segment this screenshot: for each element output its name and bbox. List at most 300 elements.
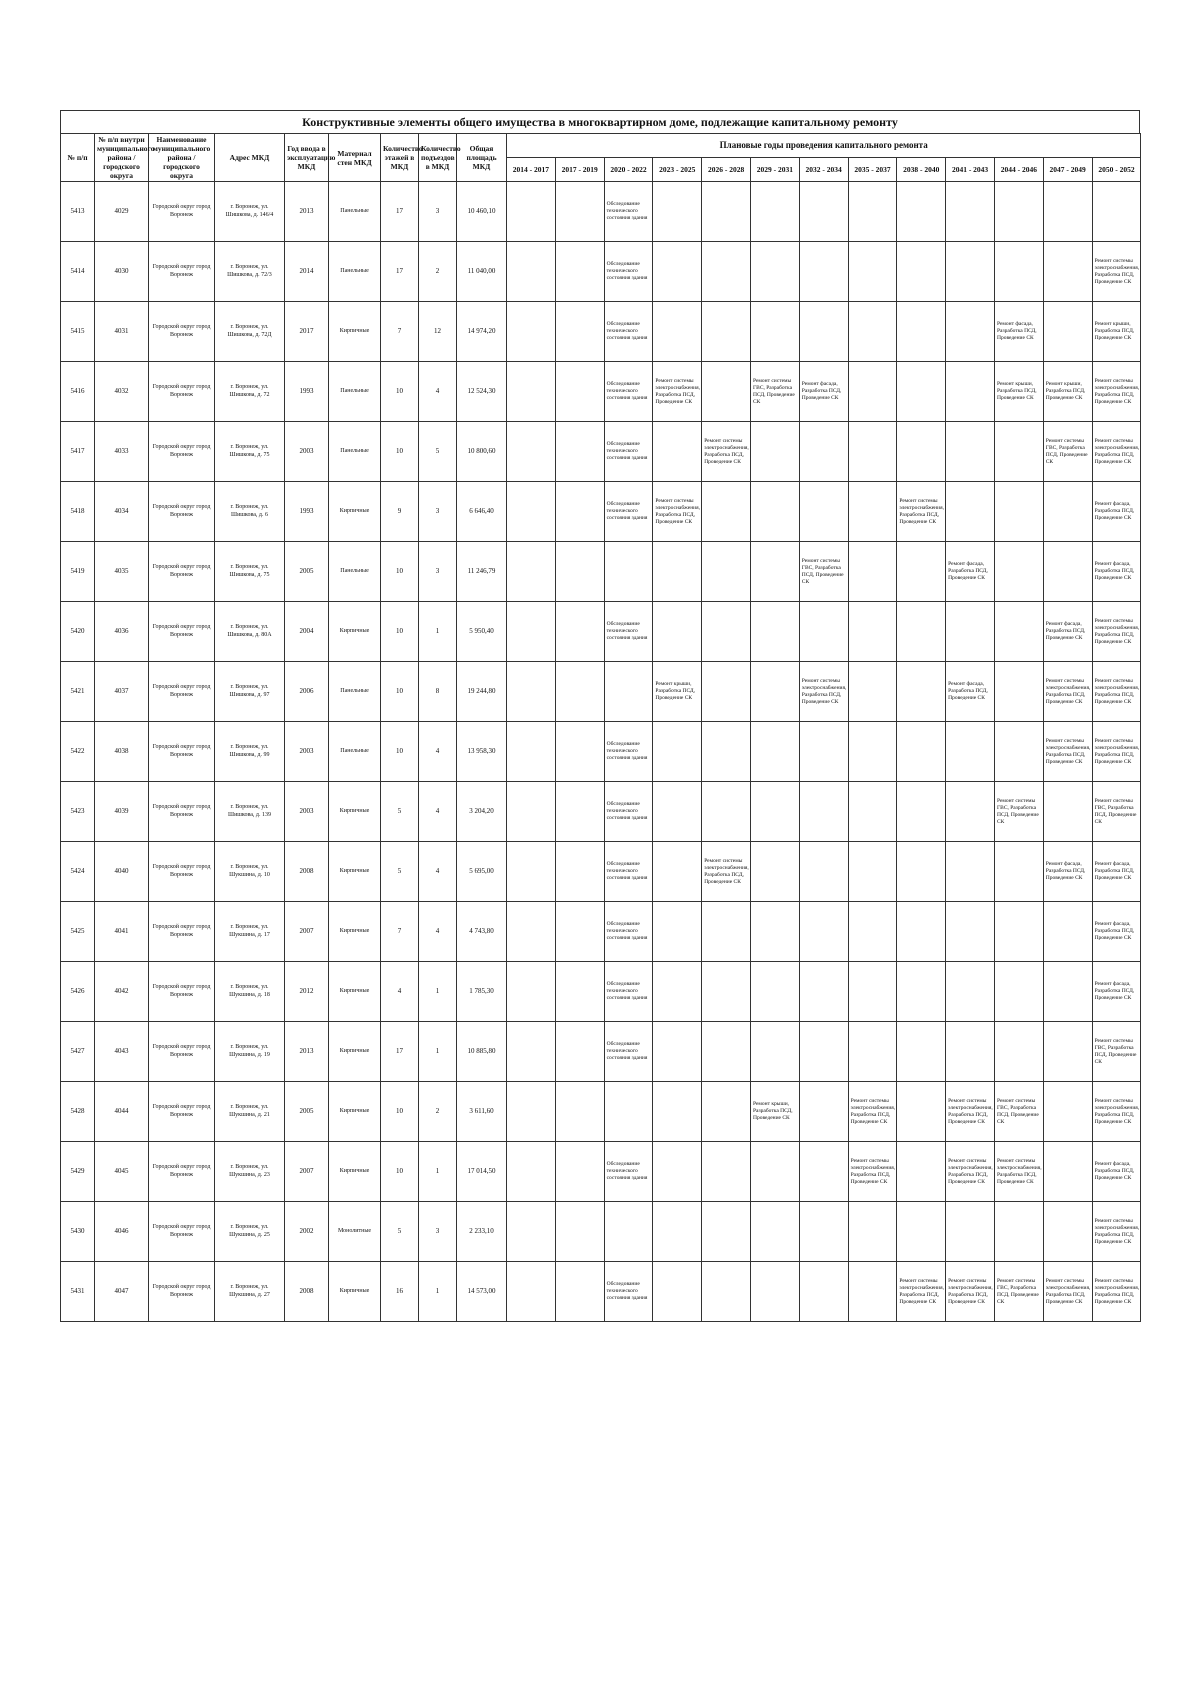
cell-year: 2008 [285,842,329,902]
cell-year: 1993 [285,482,329,542]
cell-n-dist: 4031 [95,302,149,362]
cell-year: 2008 [285,1262,329,1322]
cell-plan: Обследование технического состояния здания [604,722,653,782]
cell-floors: 10 [381,602,419,662]
cell-plan [946,602,995,662]
cell-n: 5413 [61,182,95,242]
cell-plan [897,782,946,842]
cell-entrances: 2 [419,1082,457,1142]
cell-plan: Ремонт фасада, Разработка ПСД, Проведение СК [994,302,1043,362]
cell-plan [848,902,897,962]
cell-plan [702,182,751,242]
cell-address: г. Воронеж, ул. Шукшина, д. 18 [215,962,285,1022]
col-n: № п/п [61,134,95,182]
cell-plan [702,302,751,362]
col-entrances: Количество подъездов в МКД [419,134,457,182]
table-row [61,362,1141,422]
cell-plan: Ремонт системы электроснабжения, Разработка ПСД, Проведение СК [653,482,702,542]
cell-material: Кирпичные [329,782,381,842]
cell-floors: 17 [381,182,419,242]
cell-area: 10 885,80 [457,1022,507,1082]
cell-plan [848,1262,897,1322]
cell-plan: Обследование технического состояния здания [604,1262,653,1322]
cell-plan [799,182,848,242]
cell-material: Кирпичные [329,1082,381,1142]
cell-plan [750,782,799,842]
cell-plan [555,902,604,962]
cell-plan [946,962,995,1022]
cell-plan [555,1202,604,1262]
cell-plan: Ремонт фасада, Разработка ПСД, Проведение СК [1092,842,1141,902]
cell-plan [848,362,897,422]
cell-plan [555,962,604,1022]
cell-entrances: 4 [419,902,457,962]
cell-plan [555,1262,604,1322]
cell-floors: 5 [381,1202,419,1262]
cell-entrances: 8 [419,662,457,722]
cell-plan: Ремонт системы электроснабжения, Разработка ПСД, Проведение СК [848,1082,897,1142]
cell-plan [507,1262,556,1322]
cell-plan [702,1022,751,1082]
cell-plan: Ремонт системы ГВС, Разработка ПСД, Проведение СК [1092,782,1141,842]
cell-plan [750,482,799,542]
table-row [61,662,1141,722]
cell-plan: Ремонт системы электроснабжения, Разработка ПСД, Проведение СК [897,1262,946,1322]
period-header: 2014 - 2017 [507,158,556,182]
cell-entrances: 1 [419,962,457,1022]
cell-plan [507,902,556,962]
cell-plan [897,842,946,902]
cell-material: Панельные [329,182,381,242]
cell-material: Панельные [329,722,381,782]
plan-years-header: Плановые годы проведения капитального ремонта [507,134,1141,158]
cell-plan: Ремонт системы электроснабжения, Разработка ПСД, Проведение СК [702,422,751,482]
cell-plan: Ремонт системы электроснабжения, Разработка ПСД, Проведение СК [994,1142,1043,1202]
cell-plan [702,662,751,722]
cell-plan [799,242,848,302]
cell-material: Панельные [329,362,381,422]
cell-plan: Обследование технического состояния здания [604,602,653,662]
cell-plan [555,662,604,722]
cell-n-dist: 4046 [95,1202,149,1262]
cell-area: 19 244,80 [457,662,507,722]
cell-plan: Ремонт системы ГВС, Разработка ПСД, Проведение СК [1092,1022,1141,1082]
cell-n-dist: 4042 [95,962,149,1022]
cell-plan [799,482,848,542]
cell-floors: 5 [381,842,419,902]
cell-plan [848,602,897,662]
cell-area: 5 695,00 [457,842,507,902]
table-body [61,182,1141,1322]
cell-floors: 10 [381,722,419,782]
cell-n-dist: 4029 [95,182,149,242]
cell-material: Кирпичные [329,1022,381,1082]
cell-area: 2 233,10 [457,1202,507,1262]
cell-plan [750,602,799,662]
cell-plan: Ремонт крыши, Разработка ПСД, Проведение СК [750,1082,799,1142]
cell-plan [555,1022,604,1082]
cell-plan: Ремонт системы электроснабжения, Разработка ПСД, Проведение СК [1043,662,1092,722]
cell-plan [702,242,751,302]
cell-plan: Ремонт фасада, Разработка ПСД, Проведение СК [1092,542,1141,602]
cell-year: 2003 [285,782,329,842]
period-header: 2038 - 2040 [897,158,946,182]
cell-plan: Ремонт фасада, Разработка ПСД, Проведение СК [1092,1142,1141,1202]
cell-entrances: 4 [419,842,457,902]
cell-plan: Обследование технического состояния здания [604,302,653,362]
cell-plan: Ремонт системы электроснабжения, Разработка ПСД, Проведение СК [848,1142,897,1202]
cell-municipality: Городской округ город Воронеж [149,782,215,842]
cell-n: 5418 [61,482,95,542]
cell-plan [848,422,897,482]
cell-plan: Ремонт системы ГВС, Разработка ПСД, Проведение СК [994,1262,1043,1322]
cell-plan [507,542,556,602]
document-title: Конструктивные элементы общего имущества в многоквартирном доме, подлежащие капитальному ремонту [60,110,1140,133]
cell-plan [507,962,556,1022]
cell-n-dist: 4032 [95,362,149,422]
cell-address: г. Воронеж, ул. Шишкова, д. 72Д [215,302,285,362]
cell-plan: Ремонт фасада, Разработка ПСД, Проведение СК [946,662,995,722]
cell-plan [994,722,1043,782]
cell-plan [604,662,653,722]
cell-plan: Ремонт системы электроснабжения, Разработка ПСД, Проведение СК [1092,242,1141,302]
cell-area: 1 785,30 [457,962,507,1022]
cell-municipality: Городской округ город Воронеж [149,962,215,1022]
cell-address: г. Воронеж, ул. Шукшина, д. 10 [215,842,285,902]
cell-plan: Обследование технического состояния здания [604,242,653,302]
cell-plan [507,242,556,302]
table-header [61,134,1141,182]
cell-plan: Обследование технического состояния здания [604,482,653,542]
cell-year: 2006 [285,662,329,722]
cell-plan: Ремонт системы электроснабжения, Разработка ПСД, Проведение СК [653,362,702,422]
cell-year: 1993 [285,362,329,422]
cell-n: 5430 [61,1202,95,1262]
cell-year: 2013 [285,182,329,242]
cell-n: 5426 [61,962,95,1022]
cell-material: Кирпичные [329,902,381,962]
col-address: Адрес МКД [215,134,285,182]
cell-plan [702,962,751,1022]
cell-n: 5427 [61,1022,95,1082]
cell-plan: Ремонт крыши, Разработка ПСД, Проведение СК [1092,302,1141,362]
cell-plan: Обследование технического состояния здания [604,422,653,482]
period-header: 2017 - 2019 [555,158,604,182]
cell-entrances: 12 [419,302,457,362]
cell-plan [653,842,702,902]
cell-plan [897,422,946,482]
cell-plan [848,1202,897,1262]
cell-entrances: 1 [419,1022,457,1082]
cell-floors: 10 [381,542,419,602]
cell-plan [994,1022,1043,1082]
table-row [61,482,1141,542]
table-row [61,1142,1141,1202]
cell-n-dist: 4030 [95,242,149,302]
cell-municipality: Городской округ город Воронеж [149,302,215,362]
cell-plan [1043,242,1092,302]
cell-plan [653,302,702,362]
cell-plan: Ремонт крыши, Разработка ПСД, Проведение СК [653,662,702,722]
cell-floors: 17 [381,242,419,302]
cell-plan: Ремонт системы электроснабжения, Разработка ПСД, Проведение СК [1092,1262,1141,1322]
cell-plan [507,662,556,722]
cell-plan [653,902,702,962]
cell-plan: Ремонт системы ГВС, Разработка ПСД, Проведение СК [994,1082,1043,1142]
cell-plan [653,962,702,1022]
col-municipality: Наименование муниципального района / городского округа [149,134,215,182]
cell-plan [1043,1202,1092,1262]
cell-plan: Обследование технического состояния здания [604,182,653,242]
cell-plan [994,542,1043,602]
cell-floors: 10 [381,662,419,722]
cell-plan [653,1082,702,1142]
cell-plan [994,1202,1043,1262]
cell-plan [799,1082,848,1142]
cell-area: 14 573,00 [457,1262,507,1322]
cell-entrances: 4 [419,722,457,782]
cell-plan [799,302,848,362]
cell-plan [799,602,848,662]
cell-plan: Ремонт системы электроснабжения, Разработка ПСД, Проведение СК [1092,1082,1141,1142]
cell-plan [750,842,799,902]
cell-plan [848,542,897,602]
cell-address: г. Воронеж, ул. Шишкова, д. 97 [215,662,285,722]
cell-plan [750,302,799,362]
period-header: 2047 - 2049 [1043,158,1092,182]
cell-floors: 5 [381,782,419,842]
cell-address: г. Воронеж, ул. Шишкова, д. 99 [215,722,285,782]
cell-plan [555,1082,604,1142]
cell-n-dist: 4035 [95,542,149,602]
cell-plan [994,902,1043,962]
cell-plan: Ремонт системы ГВС, Разработка ПСД, Проведение СК [1043,422,1092,482]
cell-entrances: 4 [419,782,457,842]
cell-plan [750,422,799,482]
cell-area: 3 611,60 [457,1082,507,1142]
cell-plan [507,1142,556,1202]
cell-municipality: Городской округ город Воронеж [149,842,215,902]
cell-plan [897,242,946,302]
cell-plan [946,902,995,962]
cell-plan [848,782,897,842]
cell-plan [653,242,702,302]
cell-plan [1043,1142,1092,1202]
cell-floors: 10 [381,422,419,482]
cell-plan [653,542,702,602]
cell-plan [946,722,995,782]
cell-address: г. Воронеж, ул. Шишкова, д. 80А [215,602,285,662]
cell-plan [848,962,897,1022]
cell-plan [507,362,556,422]
repair-plan-table [60,133,1141,1322]
cell-plan [1043,782,1092,842]
cell-plan [1043,902,1092,962]
cell-plan [946,302,995,362]
cell-municipality: Городской округ город Воронеж [149,1142,215,1202]
table-row [61,182,1141,242]
cell-plan [555,422,604,482]
cell-n: 5417 [61,422,95,482]
cell-plan [750,962,799,1022]
cell-plan [897,662,946,722]
cell-address: г. Воронеж, ул. Шукшина, д. 17 [215,902,285,962]
cell-plan: Ремонт системы электроснабжения, Разработка ПСД, Проведение СК [946,1262,995,1322]
cell-municipality: Городской округ город Воронеж [149,542,215,602]
cell-plan [1043,182,1092,242]
cell-plan [555,362,604,422]
cell-plan [653,422,702,482]
cell-plan: Ремонт системы ГВС, Разработка ПСД, Проведение СК [799,542,848,602]
cell-n-dist: 4036 [95,602,149,662]
cell-plan [946,1022,995,1082]
cell-n-dist: 4045 [95,1142,149,1202]
cell-plan [702,362,751,422]
cell-n: 5425 [61,902,95,962]
cell-municipality: Городской округ город Воронеж [149,662,215,722]
cell-floors: 10 [381,1082,419,1142]
cell-n-dist: 4033 [95,422,149,482]
cell-plan [946,842,995,902]
cell-plan [994,482,1043,542]
cell-plan [750,1202,799,1262]
cell-plan: Ремонт системы электроснабжения, Разработка ПСД, Проведение СК [702,842,751,902]
cell-material: Кирпичные [329,842,381,902]
period-header: 2041 - 2043 [946,158,995,182]
cell-material: Панельные [329,662,381,722]
col-material: Материал стен МКД [329,134,381,182]
cell-plan [604,542,653,602]
cell-plan [848,302,897,362]
cell-address: г. Воронеж, ул. Шукшина, д. 23 [215,1142,285,1202]
cell-entrances: 5 [419,422,457,482]
cell-area: 17 014,50 [457,1142,507,1202]
cell-plan [702,722,751,782]
cell-plan [897,602,946,662]
cell-address: г. Воронеж, ул. Шукшина, д. 25 [215,1202,285,1262]
cell-plan [799,1142,848,1202]
cell-plan [994,602,1043,662]
cell-plan: Ремонт фасада, Разработка ПСД, Проведение СК [1092,962,1141,1022]
cell-plan: Обследование технического состояния здания [604,782,653,842]
cell-plan [653,722,702,782]
cell-address: г. Воронеж, ул. Шишкова, д. 75 [215,422,285,482]
cell-plan [994,182,1043,242]
cell-entrances: 1 [419,1262,457,1322]
cell-floors: 7 [381,902,419,962]
cell-plan [507,302,556,362]
cell-plan: Ремонт системы электроснабжения, Разработка ПСД, Проведение СК [1092,362,1141,422]
period-header: 2050 - 2052 [1092,158,1141,182]
cell-n-dist: 4043 [95,1022,149,1082]
cell-plan [848,722,897,782]
cell-plan [1043,962,1092,1022]
cell-material: Кирпичные [329,302,381,362]
cell-plan [750,242,799,302]
table-row [61,602,1141,662]
cell-plan: Ремонт системы электроснабжения, Разработка ПСД, Проведение СК [1092,722,1141,782]
cell-plan: Ремонт крыши, Разработка ПСД, Проведение СК [994,362,1043,422]
cell-plan: Ремонт крыши, Разработка ПСД, Проведение СК [1043,362,1092,422]
cell-year: 2007 [285,1142,329,1202]
cell-plan: Обследование технического состояния здания [604,1022,653,1082]
cell-plan [555,1142,604,1202]
cell-plan: Ремонт системы электроснабжения, Разработка ПСД, Проведение СК [1092,1202,1141,1262]
cell-n-dist: 4037 [95,662,149,722]
cell-entrances: 3 [419,542,457,602]
cell-plan [653,602,702,662]
cell-plan [799,422,848,482]
cell-material: Панельные [329,542,381,602]
cell-plan: Ремонт фасада, Разработка ПСД, Проведение СК [1092,902,1141,962]
cell-floors: 16 [381,1262,419,1322]
cell-plan [702,1082,751,1142]
cell-plan [702,542,751,602]
cell-area: 11 040,00 [457,242,507,302]
cell-material: Кирпичные [329,1262,381,1322]
cell-plan [555,602,604,662]
cell-address: г. Воронеж, ул. Шишкова, д. 139 [215,782,285,842]
cell-plan [653,182,702,242]
cell-plan [946,182,995,242]
cell-plan [946,782,995,842]
cell-n-dist: 4044 [95,1082,149,1142]
cell-plan [946,482,995,542]
cell-plan [507,782,556,842]
table-row [61,1262,1141,1322]
cell-plan [702,902,751,962]
cell-plan: Обследование технического состояния здания [604,962,653,1022]
table-row [61,242,1141,302]
cell-municipality: Городской округ город Воронеж [149,1082,215,1142]
cell-plan [897,302,946,362]
cell-floors: 10 [381,362,419,422]
cell-n: 5419 [61,542,95,602]
table-row [61,842,1141,902]
cell-plan [848,182,897,242]
cell-plan [653,1202,702,1262]
cell-area: 3 204,20 [457,782,507,842]
cell-plan [507,422,556,482]
cell-plan: Ремонт системы электроснабжения, Разработка ПСД, Проведение СК [1043,1262,1092,1322]
cell-plan [555,542,604,602]
cell-plan [555,722,604,782]
period-header: 2035 - 2037 [848,158,897,182]
cell-plan [507,482,556,542]
cell-plan: Обследование технического состояния здания [604,362,653,422]
cell-plan [555,242,604,302]
cell-plan [799,1262,848,1322]
cell-plan [1043,1082,1092,1142]
cell-plan [1092,182,1141,242]
table-row [61,782,1141,842]
cell-area: 6 646,40 [457,482,507,542]
cell-entrances: 1 [419,602,457,662]
cell-plan [555,842,604,902]
cell-plan [994,962,1043,1022]
cell-year: 2013 [285,1022,329,1082]
cell-plan: Ремонт системы электроснабжения, Разработка ПСД, Проведение СК [897,482,946,542]
cell-plan [653,1022,702,1082]
cell-plan [702,1202,751,1262]
cell-plan [604,1202,653,1262]
cell-plan [750,182,799,242]
cell-plan: Ремонт фасада, Разработка ПСД, Проведение СК [1092,482,1141,542]
col-floors: Количество этажей в МКД [381,134,419,182]
cell-year: 2012 [285,962,329,1022]
cell-material: Монолитные [329,1202,381,1262]
cell-area: 10 460,10 [457,182,507,242]
